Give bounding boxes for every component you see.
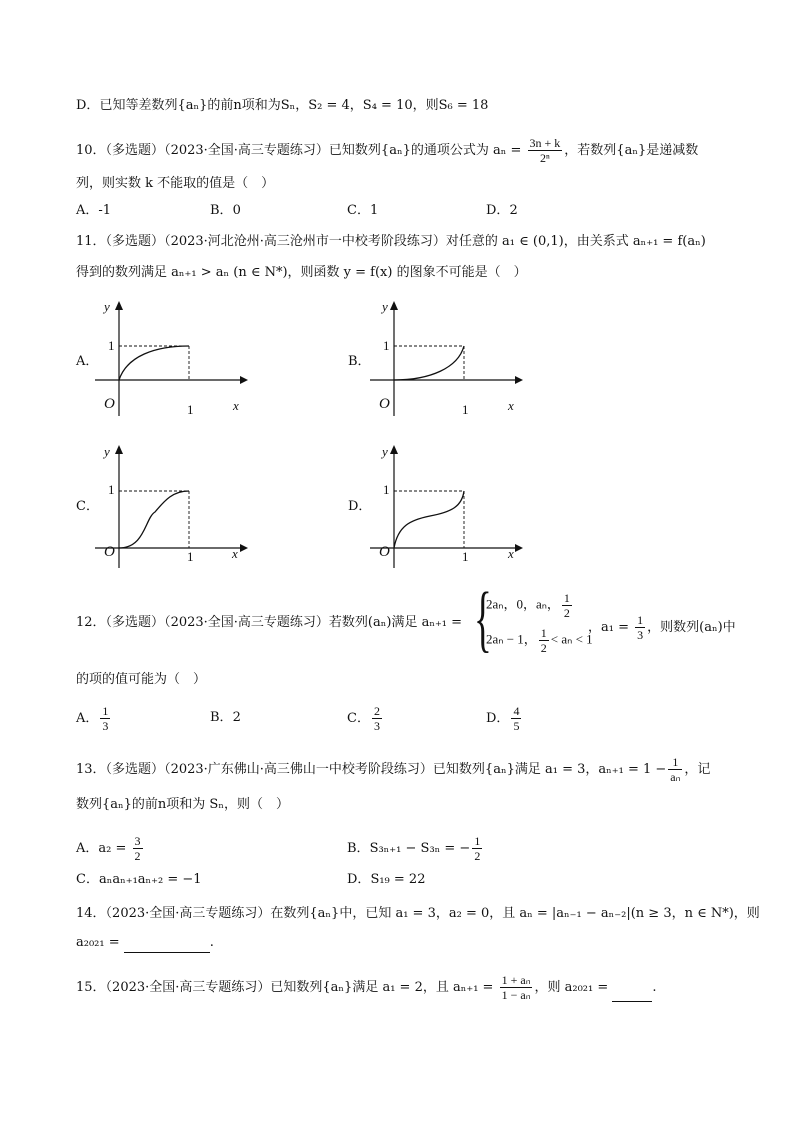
graph-c-y-axis-label: y bbox=[104, 444, 110, 459]
q9-option-d: D．已知等差数列{aₙ}的前n项和为Sₙ，S₂ = 4，S₄ = 10，则S₆ = 18 bbox=[76, 98, 489, 113]
q10-option-c: C．1 bbox=[347, 203, 379, 218]
graph-d-y-tick: 1 bbox=[383, 482, 390, 497]
graph-a-x-tick: 1 bbox=[187, 402, 194, 417]
q10-option-d: D．2 bbox=[486, 203, 518, 218]
graph-b-y-tick: 1 bbox=[383, 338, 390, 353]
q10-option-a: A．-1 bbox=[76, 203, 112, 218]
q12-option-d: D． $\frac{4}{5}$ bbox=[486, 704, 520, 733]
q14-stem: 14．（2023·全国·高三专题练习）在数列{aₙ}中，已知 a₁ = 3，a₂ = 0，且 aₙ = |aₙ₋₁ − aₙ₋₂|(n ≥ 3，n ∈ N*)，则 bbox=[76, 906, 760, 921]
graph-d-x-axis-label: x bbox=[508, 546, 514, 561]
q12-option-b: B．2 bbox=[210, 710, 241, 725]
graph-b-y-axis-label: y bbox=[382, 299, 388, 314]
graph-a-x-axis-label: x bbox=[233, 398, 239, 413]
graph-a-y-axis-label: y bbox=[104, 299, 110, 314]
q10-option-b: B．0 bbox=[210, 203, 241, 218]
q13-option-b: B．S₃ₙ₊₁ − S₃ₙ = − $\frac{1}{2}$ bbox=[347, 834, 481, 863]
q11-graph-a bbox=[95, 296, 255, 421]
q11-graph-d-label: D． bbox=[348, 499, 372, 514]
graph-b-x-tick: 1 bbox=[462, 402, 469, 417]
q15-answer-blank[interactable] bbox=[612, 987, 652, 1002]
q11-graph-c bbox=[95, 440, 255, 570]
q11-graph-d bbox=[370, 440, 530, 570]
graph-b-origin: O bbox=[379, 396, 390, 412]
graph-d-x-tick: 1 bbox=[462, 549, 469, 564]
graph-c-x-axis-label: x bbox=[232, 546, 238, 561]
q12-option-a: A． $\frac{1}{3}$ bbox=[76, 704, 109, 733]
graph-a-y-tick: 1 bbox=[108, 338, 115, 353]
q12-case2: 2aₙ − 1， $\frac{1}{2}$ < aₙ < 1 bbox=[486, 626, 593, 655]
q15-stem: 15．（2023·全国·高三专题练习）已知数列{aₙ}满足 a₁ = 2，且 aₙ₊₁ = $\frac{\text{1 + aₙ}}{\text{1 − aₙ}}$ ，则 a₂₀₂₁ = . bbox=[76, 973, 657, 1002]
q11-graph-b-label: B． bbox=[348, 354, 371, 369]
q12-stem-line2: 的项的值可能为（ ） bbox=[76, 672, 207, 687]
q12-a1: ，a₁ = $\frac{1}{3}$ ，则数列(aₙ)中 bbox=[588, 613, 736, 642]
q11-graph-c-label: C． bbox=[76, 499, 99, 514]
graph-b-x-axis-label: x bbox=[508, 398, 514, 413]
q10-fraction: $\frac{3n + k}{\text{2ⁿ}}$ bbox=[529, 136, 561, 165]
q11-graph-a-label: A． bbox=[76, 354, 99, 369]
q11-stem-line1: 11．（多选题）（2023·河北沧州·高三沧州市一中校考阶段练习）对任意的 a₁ ∈ (0,1)，由关系式 aₙ₊₁ = f(aₙ) bbox=[76, 234, 706, 249]
q11-stem-line2: 得到的数列满足 aₙ₊₁ > aₙ (n ∈ N*)，则函数 y = f(x) 的图象不可能是（ ） bbox=[76, 265, 527, 280]
q11-graph-b bbox=[370, 296, 530, 421]
q14-answer-line: a₂₀₂₁ = . bbox=[76, 933, 214, 953]
q12-piecewise-brace: { bbox=[474, 578, 492, 660]
q10-stem-line2: 列，则实数 k 不能取的值是（ ） bbox=[76, 176, 275, 191]
graph-d-origin: O bbox=[379, 544, 390, 560]
q13-stem-line1: 13．（多选题）（2023·广东佛山·高三佛山一中校考阶段练习）已知数列{aₙ}满足 a₁ = 3，aₙ₊₁ = 1 − $\frac{1}{\text{aₙ}}$ ，记 bbox=[76, 755, 711, 784]
graph-c-y-tick: 1 bbox=[108, 482, 115, 497]
q14-answer-blank[interactable] bbox=[124, 938, 210, 953]
graph-c-x-tick: 1 bbox=[187, 549, 194, 564]
q12-option-c: C． $\frac{2}{3}$ bbox=[347, 704, 380, 733]
q12-stem-line1: 12．（多选题）（2023·全国·高三专题练习）若数列(aₙ)满足 aₙ₊₁ = bbox=[76, 615, 463, 630]
graph-d-y-axis-label: y bbox=[382, 444, 388, 459]
q13-option-d: D．S₁₉ = 22 bbox=[347, 872, 426, 887]
q13-stem-line2: 数列{aₙ}的前n项和为 Sₙ，则（ ） bbox=[76, 797, 289, 812]
graph-c-origin: O bbox=[104, 544, 115, 560]
q10-stem-line1: 10．（多选题）（2023·全国·高三专题练习）已知数列{aₙ}的通项公式为 aₙ = $\frac{3n + k}{\text{2ⁿ}}$ ，若数列{aₙ}是递减数 bbox=[76, 136, 699, 165]
q13-option-a: A．a₂ = $\frac{3}{2}$ bbox=[76, 834, 141, 863]
graph-a-origin: O bbox=[104, 396, 115, 412]
q13-option-c: C．aₙaₙ₊₁aₙ₊₂ = −1 bbox=[76, 872, 202, 887]
q12-case1: 2aₙ，0，aₙ， $\frac{1}{2}$ bbox=[486, 591, 570, 620]
